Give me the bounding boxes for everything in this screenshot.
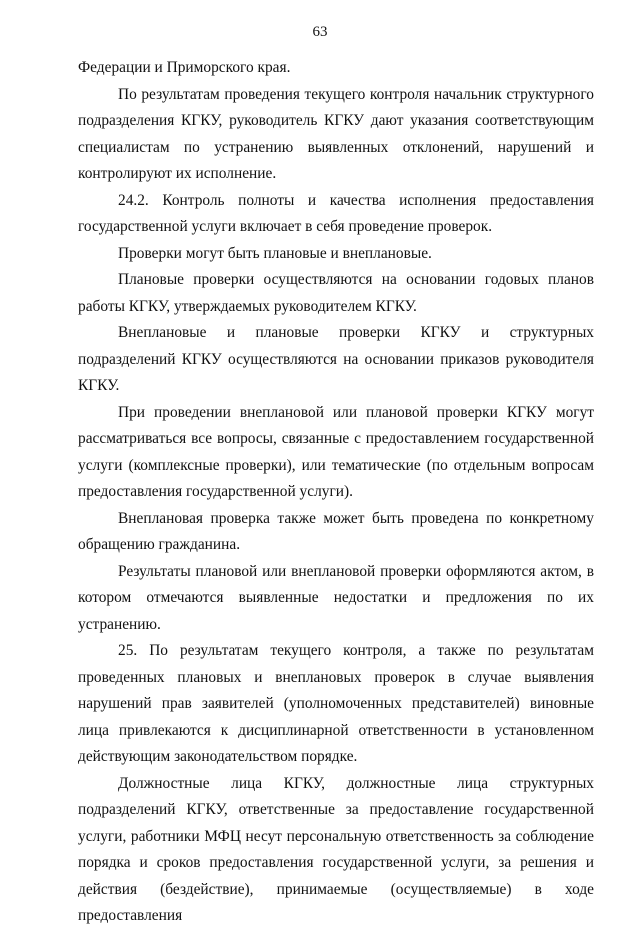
page-number: 63 (312, 24, 328, 40)
paragraph: Внеплановые и плановые проверки КГКУ и структурных подразделений КГКУ осуществляются на основании приказов руководителя КГКУ. (78, 324, 594, 394)
paragraph: 25. По результатам текущего контроля, а также по результатам проведенных плановых и внеплановых проверок в случае выявления нарушений прав заявителей (уполномоченных представителей) виновные лица привлекаются к дисциплинарной ответственности в установленном действующим законодательством порядке. (78, 642, 594, 765)
paragraph: Должностные лица КГКУ, должностные лица структурных подразделений КГКУ, ответственные за предоставление государственной услуги, работники МФЦ несут персональную ответственность за соблюдение порядка и сроков предоставления государственной услуги, за решения и действия (бездействие), принимаемые (осуществляемые) в ходе предоставления (78, 774, 594, 924)
paragraph: Результаты плановой или внеплановой проверки оформляются актом, в котором отмечаются выявленные недостатки и предложения по их устранению. (78, 562, 594, 633)
paragraph: 24.2. Контроль полноты и качества исполнения предоставления государственной услуги включает в себя проведение проверок. (78, 191, 594, 235)
paragraph: Проверки могут быть плановые и внеплановые. (118, 244, 432, 262)
paragraph: По результатам проведения текущего контроля начальник структурного подразделения КГКУ, руководитель КГКУ дают указания соответствующим специалистам по устранению выявленных отклонений, нарушений и контролируют их исполнение. (78, 85, 594, 182)
paragraph: При проведении внеплановой или плановой проверки КГКУ могут рассматриваться все вопросы, связанные с предоставлением государственной услуги (комплексные проверки), или тематические (по отдельным вопросам предоставления государственной услуги). (78, 403, 594, 500)
paragraph: Внеплановая проверка также может быть проведена по конкретному обращению гражданина. (78, 509, 594, 553)
paragraph: Плановые проверки осуществляются на основании годовых планов работы КГКУ, утверждаемых руководителем КГКУ. (78, 271, 594, 315)
paragraph: Федерации и Приморского края. (78, 59, 291, 76)
document-body (78, 55, 594, 930)
